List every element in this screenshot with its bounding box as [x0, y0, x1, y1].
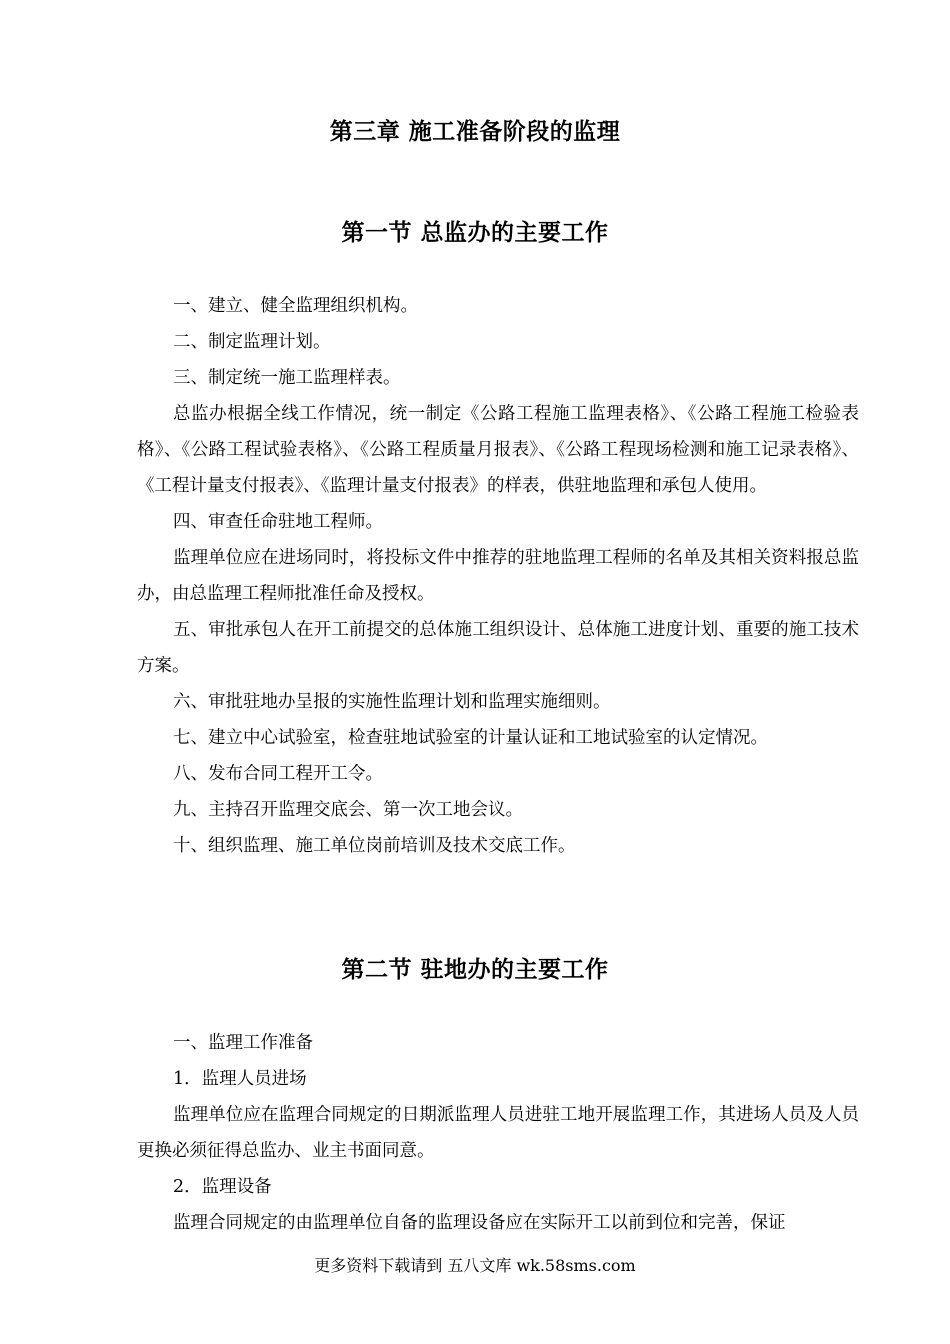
- paragraph: 六、审批驻地办呈报的实施性监理计划和监理实施细则。: [173, 692, 611, 712]
- paragraph: 九、主持召开监理交底会、第一次工地会议。: [173, 800, 523, 820]
- paragraph: 十、组织监理、施工单位岗前培训及技术交底工作。: [173, 836, 576, 856]
- paragraph: 监理合同规定的由监理单位自备的监理设备应在实际开工以前到位和完善，保证: [173, 1213, 786, 1233]
- paragraph: 2．监理设备: [173, 1177, 272, 1197]
- paragraph: 总监办根据全线工作情况，统一制定《公路工程施工监理表格》、《公路工程施工检验表格》、《公路工程试验表格》、《公路工程质量月报表》、《公路工程现场检测和施工记录表格》、《工程计量支付报表》、《监理计量支付报表》的样表，供驻地监理和承包人使用。: [137, 404, 859, 496]
- paragraph: 一、监理工作准备: [173, 1033, 313, 1053]
- paragraph: 五、审批承包人在开工前提交的总体施工组织设计、总体施工进度计划、重要的施工技术方案。: [137, 620, 859, 676]
- paragraph: 监理单位应在监理合同规定的日期派监理人员进驻工地开展监理工作，其进场人员及人员更换必须征得总监办、业主书面同意。: [137, 1105, 859, 1161]
- section-2-title: 第二节 驻地办的主要工作: [341, 957, 609, 983]
- section-1-title: 第一节 总监办的主要工作: [341, 220, 609, 246]
- paragraph: 一、建立、健全监理组织机构。: [173, 296, 418, 316]
- paragraph: 1．监理人员进场: [173, 1069, 307, 1089]
- paragraph: 八、发布合同工程开工令。: [173, 764, 383, 784]
- section-1-body: [137, 288, 859, 864]
- paragraph: 监理单位应在进场同时，将投标文件中推荐的驻地监理工程师的名单及其相关资料报总监办，由总监理工程师批准任命及授权。: [137, 548, 859, 604]
- section-2-body: [137, 1025, 859, 1241]
- paragraph: 七、建立中心试验室，检查驻地试验室的计量认证和工地试验室的认定情况。: [173, 728, 768, 748]
- chapter-title: 第三章 施工准备阶段的监理: [329, 119, 621, 145]
- paragraph: 四、审查任命驻地工程师。: [173, 512, 383, 532]
- page-footer: 更多资料下载请到 五八文库 wk.58sms.com: [314, 1256, 636, 1275]
- paragraph: 三、制定统一施工监理样表。: [173, 368, 401, 388]
- paragraph: 二、制定监理计划。: [173, 332, 331, 352]
